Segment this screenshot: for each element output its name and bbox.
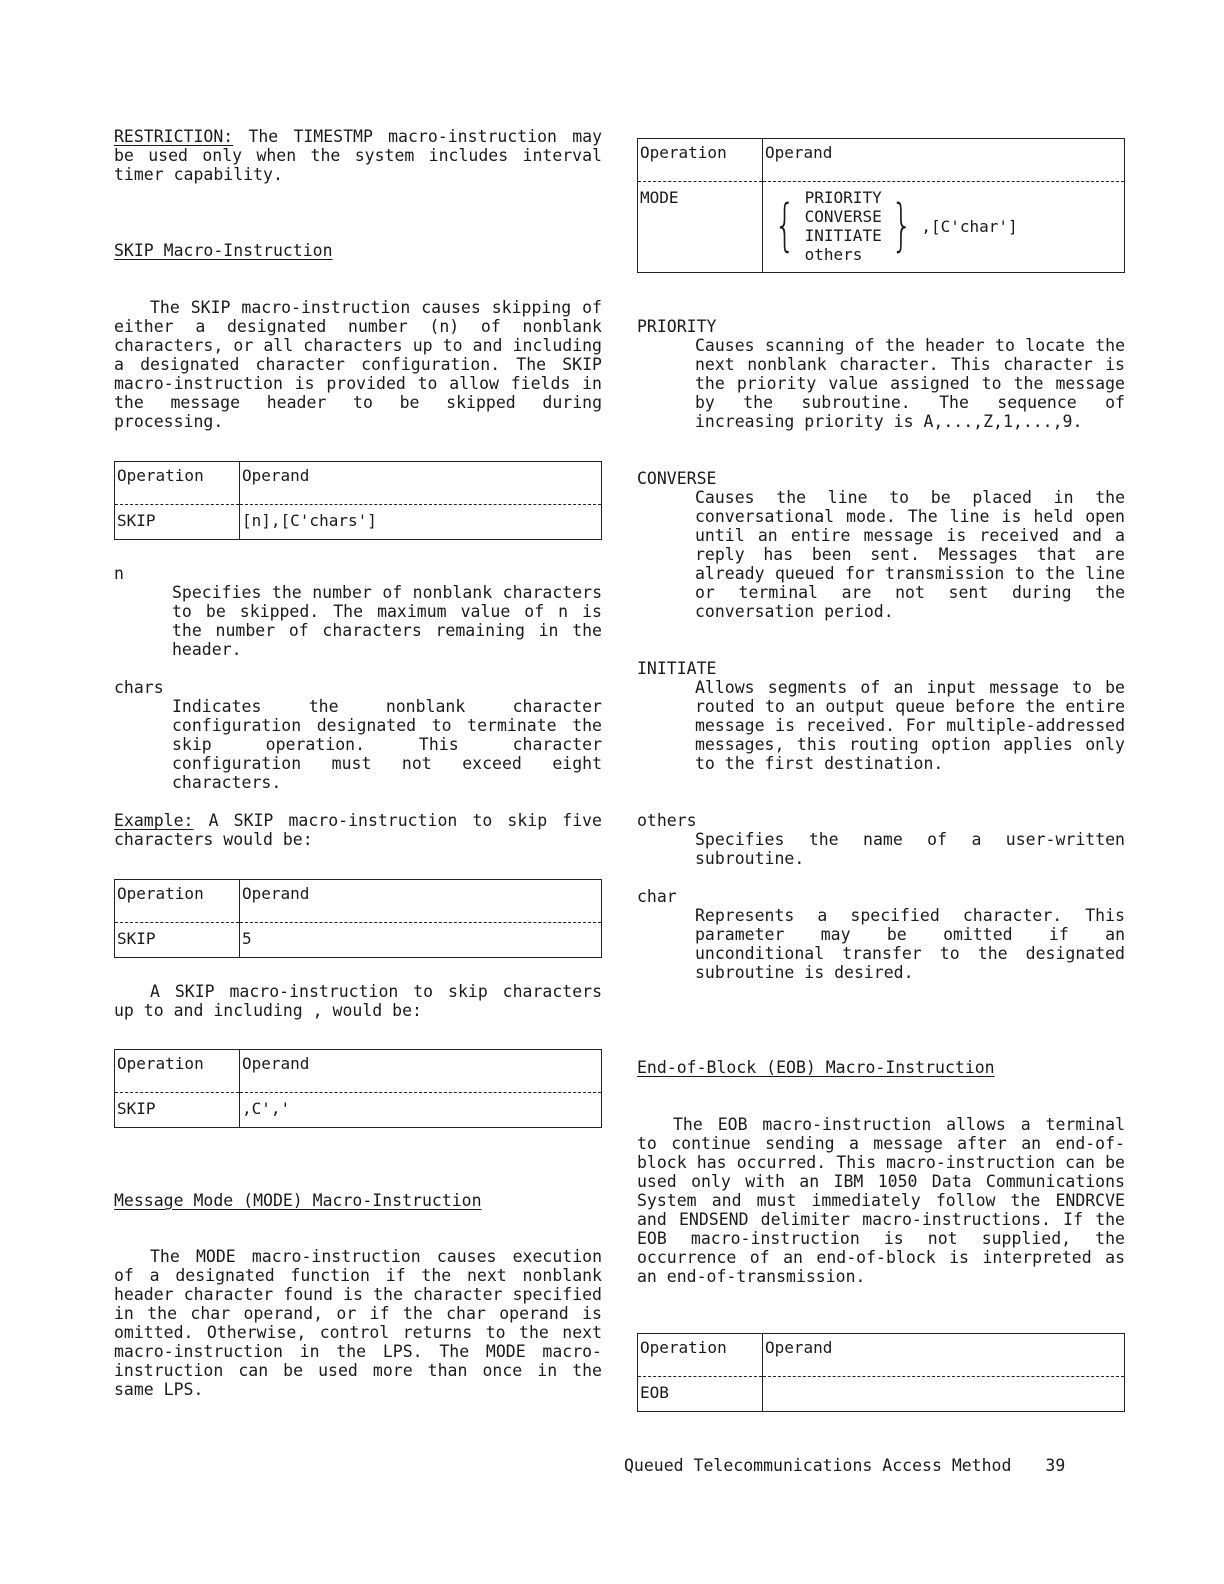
param-others-name: others xyxy=(637,811,697,830)
param-priority xyxy=(637,317,1125,431)
skip-heading: SKIP Macro-Instruction xyxy=(114,241,333,260)
skip-syntax-box xyxy=(114,461,602,540)
eob-intro: The EOB macro-instruction allows a terminal to continue sending a message after an end-of-block has occurred. This macro-instruction can be used only with an IBM 1050 Data Communications System and must immediately follow the ENDRCVE and ENDSEND delimiter macro-instructions. If the EOB macro-instruction is not supplied, the occurrence of an end-of-block is interpreted as an end-of-transmission. xyxy=(637,1115,1125,1286)
col-operation-header: Operation xyxy=(115,880,240,923)
col-operation-header: Operation xyxy=(638,1334,763,1377)
col-operand-header: Operand xyxy=(763,139,1125,182)
example2-syntax-box xyxy=(114,1049,602,1128)
col-operand-header: Operand xyxy=(763,1334,1125,1377)
param-char xyxy=(637,887,1125,982)
col-operation-header: Operation xyxy=(115,462,240,505)
op-skip: SKIP xyxy=(115,1093,240,1128)
param-char-name: char xyxy=(637,887,677,906)
page-footer xyxy=(624,1456,1065,1475)
eob-syntax-box xyxy=(637,1333,1125,1412)
mode-intro: The MODE macro-instruction causes execution of a designated function if the next nonblank header character found is the character specified in the char operand, or if the char operand is omitted. Otherwise, control returns to the next macro-instruction in the LPS. The MODE macro-instruction can be used more than once in the same LPS. xyxy=(114,1247,602,1399)
eob-heading: End-of-Block (EOB) Macro-Instruction xyxy=(637,1058,995,1077)
operand-skip: [n],[C'chars'] xyxy=(242,511,377,530)
option-others: others xyxy=(804,245,863,264)
skip-intro: The SKIP macro-instruction causes skipping of either a designated number (n) of nonblank characters, or all characters up to and including a designated character configuration. The SKIP macro-instruction is provided to allow fields in the message header to be skipped during processing. xyxy=(114,298,602,431)
example-body: A SKIP macro-instruction to skip five characters would be: xyxy=(114,811,602,849)
param-others-desc: Specifies the name of a user-written subroutine. xyxy=(695,830,1125,868)
operand-5: 5 xyxy=(242,929,252,948)
example2-text: A SKIP macro-instruction to skip characters up to and including , would be: xyxy=(114,982,602,1020)
example-syntax-box xyxy=(114,879,602,958)
restriction-text: The TIMESTMP macro-instruction may be used only when the system includes interval timer capability. xyxy=(114,127,602,184)
example-label: Example: xyxy=(114,811,194,830)
param-n-name: n xyxy=(114,564,124,583)
example-text xyxy=(114,811,602,849)
param-initiate-desc: Allows segments of an input message to be routed to an output queue before the entire message is received. For multiple-addressed messages, this routing option applies only to the first destination. xyxy=(695,678,1125,773)
mode-options xyxy=(805,188,882,264)
param-priority-desc: Causes scanning of the header to locate the next nonblank character. This character is the priority value assigned to the message by the subroutine. The sequence of increasing priority is A,...,Z,1,...,9. xyxy=(695,336,1125,431)
mode-suffix: ,[C'char'] xyxy=(921,216,1018,236)
restriction-note xyxy=(114,127,602,184)
col-operand-header: Operand xyxy=(240,880,602,923)
col-operand-header: Operand xyxy=(240,1050,602,1093)
op-mode: MODE xyxy=(638,182,763,273)
param-chars xyxy=(114,678,602,792)
option-priority: PRIORITY xyxy=(804,188,882,207)
col-operation-header: Operation xyxy=(638,139,763,182)
mode-syntax-box xyxy=(637,138,1125,273)
option-initiate: INITIATE xyxy=(804,226,882,245)
right-brace-icon: } xyxy=(890,193,913,258)
operand-eob xyxy=(763,1377,1125,1412)
col-operation-header: Operation xyxy=(115,1050,240,1093)
operand-comma: ,C',' xyxy=(242,1099,291,1118)
page-number: 39 xyxy=(1045,1456,1066,1475)
col-operand-header: Operand xyxy=(240,462,602,505)
left-brace-icon: { xyxy=(774,193,796,258)
param-others xyxy=(637,811,1125,868)
param-char-desc: Represents a specified character. This parameter may be omitted if an unconditional transfer to the designated subroutine is desired. xyxy=(695,906,1125,982)
footer-title: Queued Telecommunications Access Method xyxy=(624,1456,1012,1475)
mode-heading: Message Mode (MODE) Macro-Instruction xyxy=(114,1191,482,1210)
option-converse: CONVERSE xyxy=(804,207,882,226)
op-eob: EOB xyxy=(638,1377,763,1412)
op-skip: SKIP xyxy=(115,505,240,540)
param-converse xyxy=(637,469,1125,621)
param-priority-name: PRIORITY xyxy=(637,317,717,336)
param-n xyxy=(114,564,602,659)
param-initiate-name: INITIATE xyxy=(637,659,717,678)
param-chars-name: chars xyxy=(114,678,164,697)
param-n-desc: Specifies the number of nonblank characters to be skipped. The maximum value of n is the number of characters remaining in the header. xyxy=(172,583,602,659)
restriction-label: RESTRICTION: xyxy=(114,127,234,146)
op-skip: SKIP xyxy=(115,923,240,958)
param-converse-desc: Causes the line to be placed in the conversational mode. The line is held open until an entire message is received and a reply has been sent. Messages that are already queued for transmission to the line or terminal are not sent during the conversation period. xyxy=(695,488,1125,621)
param-chars-desc: Indicates the nonblank character configuration designated to terminate the skip operation. This character configuration must not exceed eight characters. xyxy=(172,697,602,792)
mode-operand xyxy=(763,182,1125,273)
param-converse-name: CONVERSE xyxy=(637,469,717,488)
param-initiate xyxy=(637,659,1125,773)
